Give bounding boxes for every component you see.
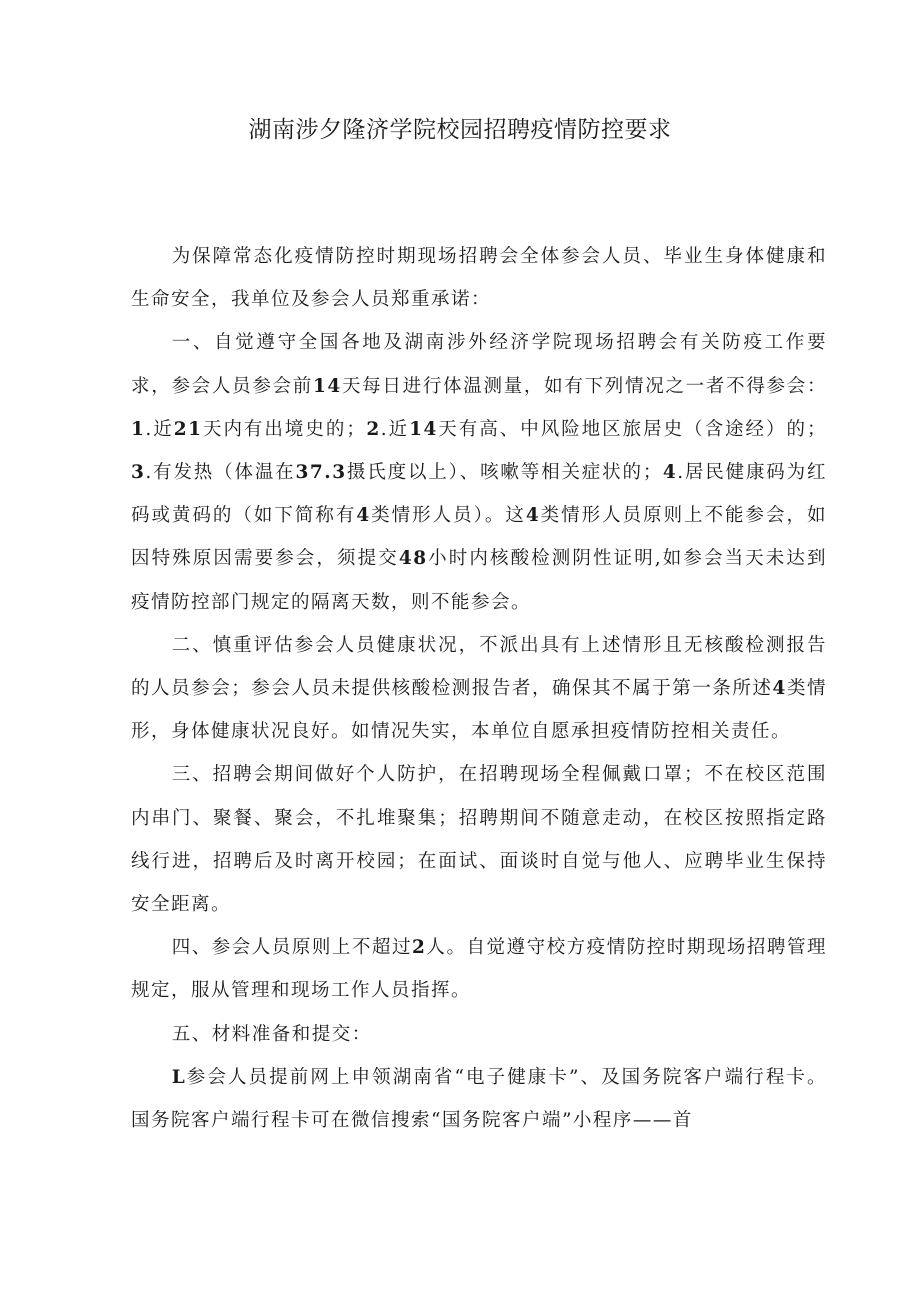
paragraph-intro: 为保障常态化疫情防控时期现场招聘会全体参会人员、毕业生身体健康和生命安全，我单位及参会人员郑重承诺： (131, 246, 827, 311)
document-title: 湖南涉夕隆济学院校园招聘疫情防控要求 (248, 117, 672, 143)
paragraph-item-4: 四、参会人员原则上不超过2人。自觉遵守校方疫情防控时期现场招聘管理规定，服从管理和现场工作人员指挥。 (131, 937, 827, 1002)
paragraph-item-5-1: L参会人员提前网上申领湖南省“电子健康卡”、及国务院客户端行程卡。国务院客户端行程卡可在微信搜索“国务院客户端”小程序——首 (131, 1066, 827, 1132)
paragraph-item-2: 二、慎重评估参会人员健康状况，不派出具有上述情形且无核酸检测报告的人员参会；参会人员未提供核酸检测报告者，确保其不属于第一条所述4类情形，身体健康状况良好。如情况失实，本单位自愿承担疫情防控相关责任。 (131, 634, 827, 743)
paragraph-item-1: 一、自觉遵守全国各地及湖南涉外经济学院现场招聘会有关防疫工作要求，参会人员参会前14天每日进行体温测量，如有下列情况之一者不得参会：1.近21天内有出境史的；2.近14天有高、中风险地区旅居史（含途经）的；3.有发热（体温在37.3摄氏度以上）、咳嗽等相关症状的；4.居民健康码为红码或黄码的（如下简称有4类情形人员）。这4类情形人员原则上不能参会，如因特殊原因需要参会，须提交48小时内核酸检测阴性证明,如参会当天未达到疫情防控部门规定的隔离天数，则不能参会。 (131, 332, 827, 613)
paragraph-item-3: 三、招聘会期间做好个人防护，在招聘现场全程佩戴口罩；不在校区范围内串门、聚餐、聚会，不扎堆聚集；招聘期间不随意走动，在校区按照指定路线行进，招聘后及时离开校园；在面试、面谈时自觉与他人、应聘毕业生保持安全距离。 (131, 764, 827, 916)
document-body (131, 235, 827, 1142)
paragraph-item-5: 五、材料准备和提交： (171, 1023, 372, 1045)
